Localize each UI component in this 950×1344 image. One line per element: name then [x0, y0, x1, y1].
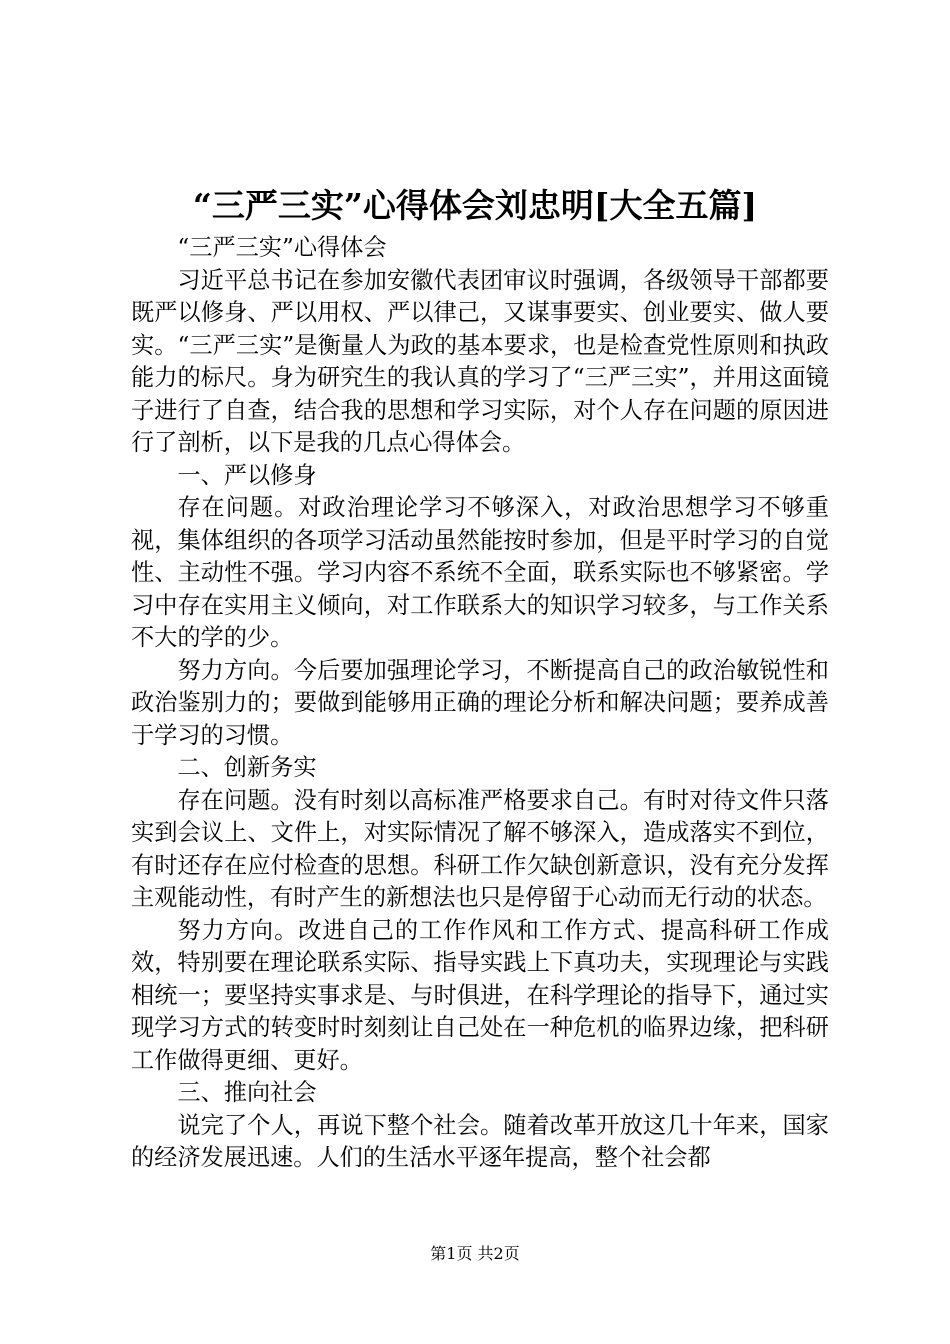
section-3-paragraph: 说完了个人，再说下整个社会。随着改革开放这几十年来，国家的经济发展迅速。人们的生活水平逐年提高，整个社会都 [131, 1111, 829, 1171]
document-title: “三严三实”心得体会刘忠明[大全五篇] [192, 186, 758, 225]
section-2-direction-paragraph: 努力方向。改进自己的工作作风和工作方式、提高科研工作成效，特别要在理论联系实际、指导实践上下真功夫，实现理论与实践相统一；要坚持实事求是、与时俱进，在科学理论的指导下，通过实现学习方式的转变时时刻刻让自己处在一种危机的临界边缘，把科研工作做得更细、更好。 [131, 916, 829, 1074]
intro-paragraph: 习近平总书记在参加安徽代表团审议时强调，各级领导干部都要既严以修身、严以用权、严以律己，又谋事要实、创业要实、做人要实。“三严三实”是衡量人为政的基本要求，也是检查党性原则和执政能力的标尺。身为研究生的我认真的学习了“三严三实”，并用这面镜子进行了自查，结合我的思想和学习实际，对个人存在问题的原因进行了剖析，以下是我的几点心得体会。 [131, 266, 829, 456]
section-1-direction-paragraph: 努力方向。今后要加强理论学习，不断提高自己的政治敏锐性和政治鉴别力的；要做到能够用正确的理论分析和解决问题；要养成善于学习的习惯。 [131, 656, 829, 749]
subtitle-paragraph: “三严三实”心得体会 [177, 234, 387, 261]
section-heading-1: 一、严以修身 [177, 461, 317, 489]
page-number-footer: 第1页 共2页 [430, 1244, 520, 1263]
section-heading-2: 二、创新务实 [177, 754, 317, 781]
section-heading-3: 三、推向社会 [177, 1079, 317, 1106]
document-body [131, 232, 829, 1175]
section-1-problem-paragraph: 存在问题。对政治理论学习不够深入，对政治思想学习不够重视，集体组织的各项学习活动虽然能按时参加，但是平时学习的自觉性、主动性不强。学习内容不系统不全面，联系实际也不够紧密。学习中存在实用主义倾向，对工作联系大的知识学习较多，与工作关系不大的学的少。 [131, 494, 829, 651]
section-2-problem-paragraph: 存在问题。没有时刻以高标准严格要求自己。有时对待文件只落实到会议上、文件上，对实际情况了解不够深入，造成落实不到位，有时还存在应付检查的思想。科研工作欠缺创新意识，没有充分发挥主观能动性，有时产生的新想法也只是停留于心动而无行动的状态。 [131, 786, 829, 911]
